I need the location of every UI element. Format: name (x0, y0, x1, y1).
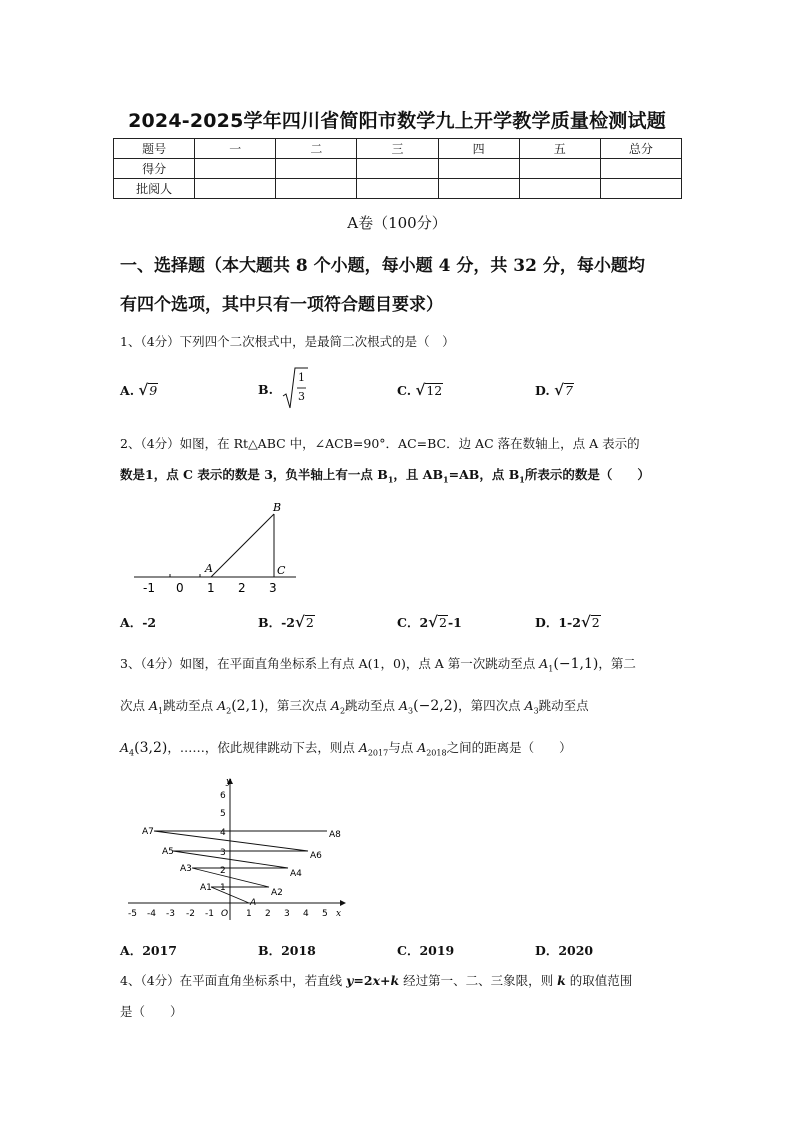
q3-point: A (417, 740, 427, 755)
q3-text: 之间的距离是（ ） (446, 740, 572, 755)
q3-subscript: 1 (158, 706, 164, 716)
point-label-a8: A8 (329, 830, 341, 840)
q2-line2 (120, 466, 690, 489)
y-tick-label: 5 (220, 809, 226, 819)
q3-point: A (524, 698, 534, 713)
q1-option-a (120, 381, 158, 399)
score-row (114, 159, 682, 179)
q1-stem: 1、（4分）下列四个二次根式中，是最简二次根式的是（ ） (120, 334, 455, 349)
q3-coordinate: (2,1) (231, 698, 265, 714)
sqrt-icon: √ (138, 381, 149, 399)
score-cell (276, 179, 357, 199)
tick-label: 2 (238, 581, 246, 595)
tick-label: 3 (269, 581, 277, 595)
q3-line2 (120, 697, 690, 721)
x-tick-label: 3 (284, 909, 290, 919)
q3-text: 跳动至点 (538, 698, 589, 713)
q4-text: 4、（4分）在平面直角坐标系中，若直线 (120, 973, 347, 988)
q2-line2-part: 数是1，点 C 表示的数是 3，负半轴上有一点 B (120, 467, 388, 482)
q1-option-c-label: C. (397, 383, 412, 398)
point-label-a5: A5 (162, 847, 174, 857)
score-header-cell: 三 (357, 139, 438, 159)
sqrt-icon: √ (554, 381, 564, 399)
q2-line1: 2、（4分）如图，在 Rt△ABC 中，∠ACB=90°．AC=BC．边 AC 落在数轴上，点 A 表示的 (120, 436, 640, 451)
score-cell (600, 159, 681, 179)
score-table-header-row (114, 139, 682, 159)
q1-option-d-radicand: 7 (564, 383, 573, 398)
q2-option-b-label: B．-2 (258, 615, 295, 630)
q4-text: 的取值范围 (565, 973, 633, 988)
x-tick-label: 2 (265, 909, 271, 919)
q3-subscript: 2018 (426, 748, 447, 758)
point-c-label: C (277, 564, 286, 577)
q2-option-c-label: C．2 (397, 615, 429, 630)
q1-option-b-denominator: 3 (298, 390, 305, 403)
q2-option-c-radicand: 2 (439, 615, 447, 630)
point-label-a3: A3 (180, 864, 192, 874)
y-tick-label: 4 (220, 828, 226, 838)
x-tick-label: -2 (186, 909, 195, 919)
point-b-label: B (273, 501, 282, 514)
q2-option-d-label: D．1-2 (535, 615, 581, 630)
score-header-cell: 题号 (114, 139, 195, 159)
q1-option-a-radicand: 9 (149, 383, 158, 398)
q2-option-b-radicand: 2 (305, 615, 314, 630)
score-cell (276, 159, 357, 179)
score-cell (357, 159, 438, 179)
q3-line3 (120, 739, 690, 763)
q3-option-a: A．2017 (120, 943, 177, 958)
q3-figure (118, 772, 354, 924)
sqrt-icon: √ (415, 381, 426, 399)
q4-eq: =2 (353, 973, 373, 988)
score-cell (195, 159, 276, 179)
point-label-a1: A1 (200, 883, 212, 893)
x-tick-label: 5 (322, 909, 328, 919)
q3-point: A (148, 698, 159, 713)
q3-text: 跳动至点 (345, 698, 400, 713)
score-header-cell: 二 (276, 139, 357, 159)
q4-eq: k (390, 973, 400, 988)
q3-subscript: 2017 (367, 748, 389, 758)
point-label-a2: A2 (271, 888, 283, 898)
side-ab (211, 514, 274, 577)
q1-option-b-label: B. (258, 382, 273, 397)
q3-text: ，第二 (598, 656, 636, 671)
sqrt-icon: √ (428, 613, 439, 631)
tick-label: -1 (143, 581, 155, 595)
score-header-cell: 四 (438, 139, 519, 159)
score-header-cell: 一 (195, 139, 276, 159)
q2-option-d-radicand: 2 (591, 615, 600, 630)
q2-line2-part: =AB，点 B (448, 467, 520, 482)
y-tick-label: 6 (220, 791, 226, 801)
tick-label: 0 (176, 581, 184, 595)
q3-line1 (120, 655, 690, 679)
page-title: 2024-2025学年四川省简阳市数学九上开学教学质量检测试题 (128, 110, 666, 132)
part1-heading-line2: 有四个选项，其中只有一项符合题目要求） (120, 295, 443, 315)
y-axis-label: y (226, 777, 232, 787)
q2-option-d (535, 613, 601, 631)
q1-option-c-radicand: 12 (426, 383, 443, 398)
x-tick-label: 4 (303, 909, 309, 919)
point-label-a: A (250, 898, 257, 908)
score-cell (438, 179, 519, 199)
q3-coordinate: (3,2) (134, 740, 168, 756)
q3-text: 与点 (388, 740, 418, 755)
reviewer-row-label: 批阅人 (114, 179, 195, 199)
y-tick-label: 2 (220, 866, 226, 876)
score-row-label: 得分 (114, 159, 195, 179)
q3-option-b: B．2018 (258, 943, 316, 958)
q3-point: A (399, 698, 409, 713)
q3-subscript: 3 (533, 706, 539, 716)
q2-option-a: A．-2 (120, 615, 157, 630)
q3-subscript: 2 (226, 706, 232, 716)
q3-subscript: 1 (548, 664, 554, 674)
q3-subscript: 3 (408, 706, 414, 716)
x-tick-label: 1 (246, 909, 252, 919)
q3-text: ，第三次点 (264, 698, 331, 713)
q4-line2: 是（ ） (120, 1004, 183, 1019)
q2-subscript: 1 (443, 474, 449, 485)
q3-point: A (539, 656, 549, 671)
score-cell (357, 179, 438, 199)
point-label-a7: A7 (142, 827, 154, 837)
q4-eq: y (346, 973, 354, 988)
q1-option-b-numerator: 1 (298, 371, 305, 384)
score-cell (519, 179, 600, 199)
reviewer-row (114, 179, 682, 199)
q3-text: 次点 (120, 698, 149, 713)
q3-text: ，……，依此规律跳动下去，则点 (167, 740, 359, 755)
tick-label: 1 (207, 581, 215, 595)
q1-option-c (397, 381, 443, 399)
x-tick-label: -1 (205, 909, 214, 919)
x-tick-label: -5 (128, 909, 137, 919)
q3-subscript: 4 (129, 748, 135, 758)
q2-figure (130, 498, 300, 598)
sqrt-icon: √ (580, 613, 591, 631)
q1-option-d (535, 381, 574, 399)
score-cell (600, 179, 681, 199)
q3-option-c: C．2019 (397, 943, 455, 958)
score-table (113, 138, 682, 199)
q4-eq: k (557, 973, 566, 988)
q4-eq: x (372, 973, 381, 988)
x-tick-label: -3 (166, 909, 175, 919)
score-cell (519, 159, 600, 179)
q1-option-a-label: A. (120, 383, 135, 398)
y-tick-label: 1 (220, 883, 226, 893)
point-label-a4: A4 (290, 869, 302, 879)
q3-coordinate: (−1,1) (553, 656, 599, 672)
score-cell (195, 179, 276, 199)
q3-text: 3、（4分）如图，在平面直角坐标系上有点 A(1，0)，点 A 第一次跳动至点 (120, 656, 540, 671)
q3-coordinate: (−2,2) (413, 698, 459, 714)
q2-line2-part: ，且 AB (393, 467, 444, 482)
score-header-cell: 总分 (600, 139, 681, 159)
q3-option-d: D．2020 (535, 943, 594, 958)
q2-subscript: 1 (387, 474, 394, 485)
section-a-heading: A卷（100分） (347, 214, 447, 232)
score-header-cell: 五 (519, 139, 600, 159)
point-a-label: A (205, 562, 213, 575)
x-axis-label: x (336, 909, 342, 919)
x-tick-label: -4 (147, 909, 156, 919)
q3-point: A (217, 698, 227, 713)
q3-point: A (120, 740, 130, 755)
q2-option-b (258, 613, 315, 631)
q4-text: 经过第一、二、三象限，则 (399, 973, 558, 988)
x-axis-arrow-icon (340, 900, 346, 906)
sqrt-icon: √ (294, 613, 305, 631)
q2-option-c (397, 613, 462, 631)
score-cell (438, 159, 519, 179)
q3-subscript: 2 (339, 706, 346, 716)
y-tick-label: 3 (220, 848, 226, 858)
origin-label: O (221, 909, 229, 919)
part1-heading-line1: 一、选择题（本大题共 8 个小题，每小题 4 分，共 32 分，每小题均 (120, 256, 645, 276)
q2-line2-part: 所表示的数是（ ） (524, 467, 650, 482)
q2-subscript: 1 (519, 474, 525, 485)
q3-point: A (358, 740, 368, 755)
q2-option-c-tail: -1 (447, 615, 462, 630)
q3-text: ，第四次点 (458, 698, 525, 713)
q3-text: 跳动至点 (163, 698, 218, 713)
q4-line1 (120, 972, 690, 990)
q4-eq: + (380, 973, 391, 988)
q1-option-d-label: D. (535, 383, 550, 398)
q3-point: A (330, 698, 340, 713)
point-label-a6: A6 (310, 851, 322, 861)
